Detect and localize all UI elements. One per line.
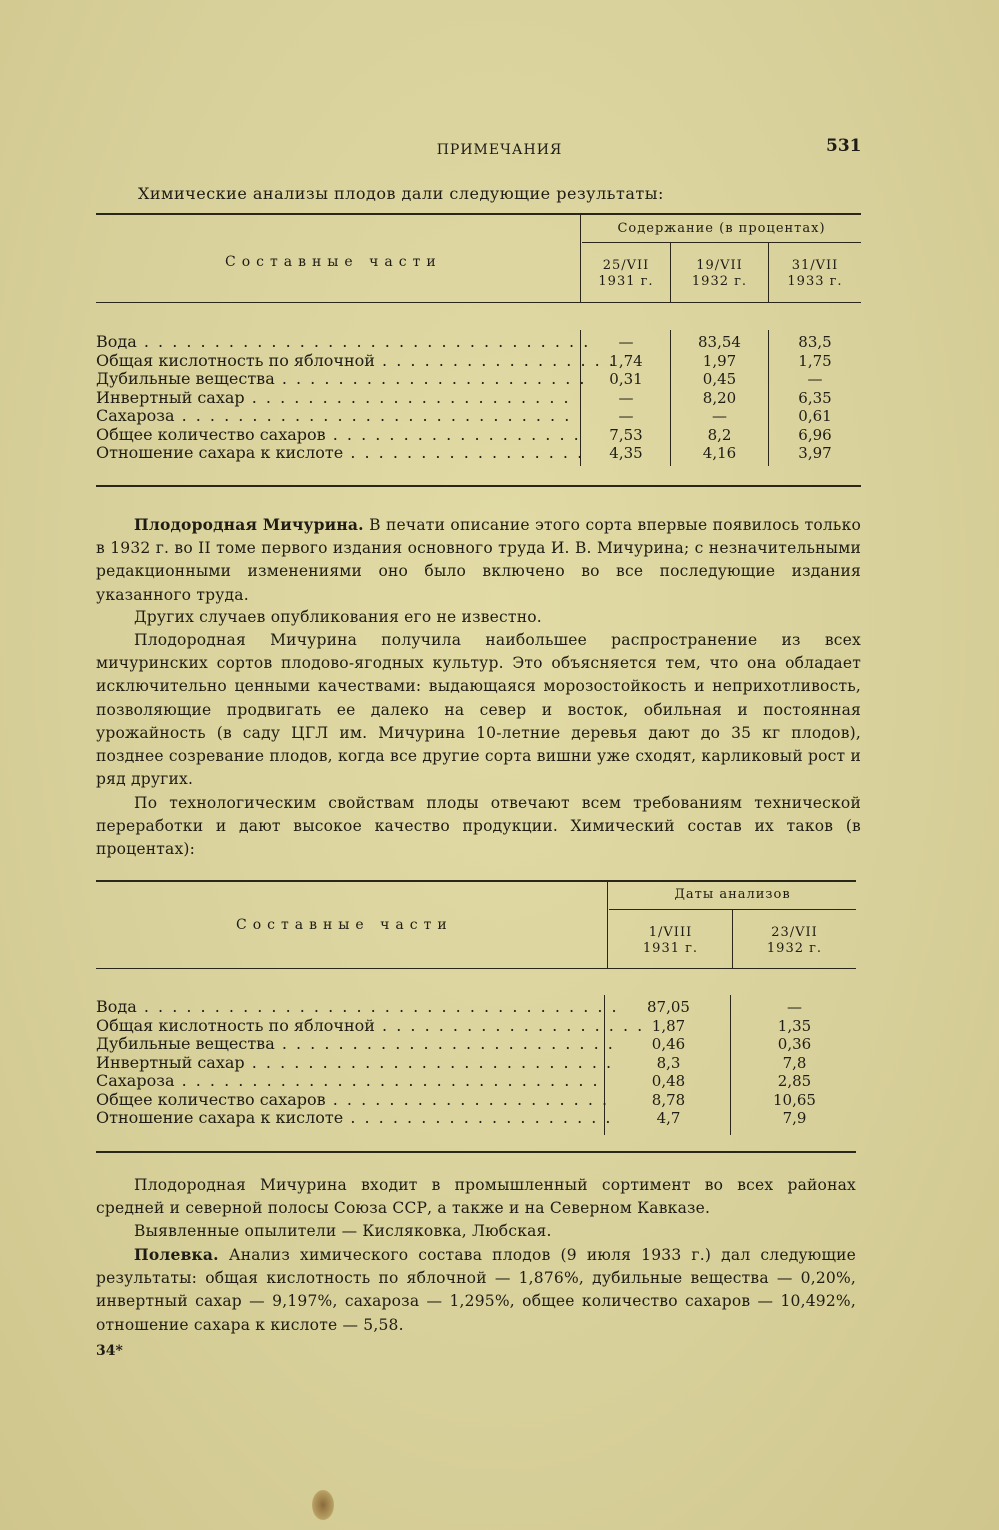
table2-row-label: [96, 1015, 645, 1036]
table1-col-year-3: 1933 г.: [787, 274, 843, 289]
leader-dots: . . . . . . . . . . . . . . . . . . .: [374, 1015, 645, 1035]
paper-stain: [312, 1490, 334, 1520]
leader-dots: . . . . . . . . . . . . . . . . . . . .: [325, 1089, 610, 1109]
table2-row-label: [96, 1108, 613, 1128]
table2-col-date-1: 1/VIII: [648, 925, 693, 940]
table1-cell: 0,45: [702, 370, 737, 388]
table2-body-divider-1: [730, 995, 731, 1135]
table2-row-label-4: Сахароза: [96, 1071, 175, 1090]
table1-cell: 8,2: [707, 425, 732, 444]
table1-cell: 83,54: [698, 333, 741, 351]
section2-paragraph-3: [96, 1243, 856, 1337]
table1-cell: 8,20: [702, 388, 737, 407]
signature-mark: 34*: [96, 1343, 123, 1359]
table1-cell: 6,96: [798, 425, 832, 444]
table1-col-date-1: 25/VII: [602, 258, 650, 273]
table1-row-label-0: Вода: [96, 332, 137, 351]
table2-col-date-2: 23/VII: [771, 925, 818, 940]
table1-row-label-1: Общая кислотность по яблочной: [96, 350, 375, 370]
table1-col-date-2: 19/VII: [696, 258, 743, 273]
table1-row-label: [96, 389, 576, 408]
running-title: ПРИМЕЧАНИЯ: [436, 142, 563, 158]
table1-header-rule: [96, 302, 861, 303]
table1-stub-divider: [580, 215, 581, 302]
table1-row-label: [96, 350, 616, 371]
leader-dots: . . . . . . . . . . . . . . . . . . . . . . . . . . . . . . . .: [136, 332, 591, 351]
table1-col-header-1: [582, 258, 670, 290]
table1-row-label: [96, 424, 581, 445]
leader-dots: . . . . . . . . . . . . . . . . .: [343, 443, 585, 462]
table1-row-label: [96, 407, 576, 426]
table1-cell: 4,35: [609, 444, 643, 462]
table1-group-rule: [582, 242, 861, 243]
table2-row-label-5: Общее количество сахаров: [96, 1089, 326, 1109]
table1-row-label: [96, 369, 587, 389]
table2-cell: 7,9: [782, 1109, 807, 1127]
table2-group-header: Даты анализов: [674, 887, 791, 902]
table2-cell: 87,05: [647, 998, 690, 1016]
table2-cell: 0,36: [777, 1035, 812, 1053]
table1-col-header-2: [671, 258, 768, 290]
table1-cell: —: [712, 407, 727, 425]
table1-bottom-rule: [96, 485, 861, 487]
section1-title: Плодородная Мичурина.: [134, 515, 364, 534]
page-number: 531: [826, 136, 862, 156]
table1-cell: 3,97: [798, 444, 832, 462]
table1-row-label-3: Инвертный сахар: [96, 387, 245, 407]
leader-dots: . . . . . . . . . . . . . . . . . .: [325, 424, 581, 444]
table2-row-label-0: Вода: [96, 997, 137, 1016]
table2-col-header-1: [609, 925, 732, 957]
table2-cell: 8,3: [656, 1053, 681, 1072]
table2-row-label: [96, 1052, 614, 1073]
leader-dots: . . . . . . . . . . . . . . . . . . .: [343, 1108, 613, 1127]
table1-row-label: [96, 332, 591, 352]
table1-cell: —: [618, 333, 634, 351]
table1-top-rule: [96, 213, 861, 215]
section1-paragraph-2: Других случаев опубликования его не известно.: [134, 608, 542, 626]
table2-col-year-1: 1931 г.: [642, 941, 699, 956]
table2-row-label-1: Общая кислотность по яблочной: [96, 1015, 375, 1035]
table2-row-label: [96, 997, 619, 1017]
table1-col-year-1: 1931 г.: [598, 274, 654, 289]
table2-cell: 2,85: [777, 1072, 812, 1090]
table2-header-rule: [96, 968, 856, 969]
table2-cell: 1,87: [651, 1016, 686, 1035]
section2-paragraph-1: Плодородная Мичурина входит в промышленный сортимент во всех районах средней и северной полосы Союза ССР, а также и на Северном Кавказе.: [96, 1176, 856, 1218]
leader-dots: . . . . . . . . . . . . . . . . . . . . . . . . . . . . . . . . . .: [136, 997, 619, 1016]
table2-col-header-2: [733, 925, 856, 957]
table1-row-label-4: Сахароза: [96, 406, 175, 425]
table2-cell: 1,35: [777, 1016, 812, 1035]
table1-cell: 1,74: [609, 351, 643, 370]
table1-cell: —: [807, 370, 823, 388]
table2-row-label-2: Дубильные вещества: [96, 1034, 275, 1053]
table1-cell: —: [618, 407, 634, 425]
table1-cell: 0,31: [609, 370, 643, 388]
table2-bottom-rule: [96, 1151, 856, 1153]
table1-cell: 1,75: [798, 351, 832, 370]
leader-dots: . . . . . . . . . . . . . . . . . . . . . . .: [244, 387, 571, 407]
table1-cell: 6,35: [798, 388, 832, 407]
section2-paragraph-2: Выявленные опылители — Кисляковка, Любская.: [134, 1222, 552, 1240]
table1-cell: —: [618, 388, 634, 407]
section2-p3-text: Анализ химического состава плодов (9 июля 1933 г.) дал следующие результаты: общая кислотность по яблочной — 1,876%, дубильные вещества — 0,20%, инвертный сахар — 9,197%, сахароза — 1,295%, общее количество сахаров — 10,492%, отношение сахара к кислоте — 5,58.: [96, 1246, 856, 1334]
table1-row-label-5: Общее количество сахаров: [96, 424, 326, 444]
table1-cell: 0,61: [798, 407, 832, 425]
table1-group-header: Содержание (в процентах): [617, 221, 826, 236]
table2-cell: 0,46: [651, 1035, 686, 1053]
leader-dots: . . . . . . . . . . . . . . . . . . . . . .: [274, 369, 587, 388]
table1-intro: Химические анализы плодов дали следующие результаты:: [138, 184, 664, 203]
leader-dots: . . . . . . . . . . . . . . . . .: [374, 350, 616, 370]
section1-paragraph-4: По технологическим свойствам плоды отвечают всем требованиям технической переработки и дают высокое качество продукции. Химический состав их таков (в процентах):: [96, 794, 861, 859]
section1-paragraph-1: [96, 513, 861, 607]
table2-stub-divider: [607, 882, 608, 968]
table1-cell: 7,53: [609, 425, 643, 444]
table1-col-year-2: 1932 г.: [691, 274, 748, 289]
section1-p1-text: В печати описание этого сорта впервые появилось только в 1932 г. во II томе первого издания основного труда И. В. Мичурина; с незначительными редакционными изменениями оно было включено во все последующие издания указанного труда.: [96, 516, 861, 604]
table2-row-label: [96, 1034, 615, 1054]
table2-top-rule: [96, 880, 856, 882]
table1-row-label-6: Отношение сахара к кислоте: [96, 443, 344, 462]
table2-row-label-3: Инвертный сахар: [96, 1052, 245, 1072]
table1-row-label-2: Дубильные вещества: [96, 369, 275, 388]
table2-col-year-2: 1932 г.: [766, 941, 823, 956]
leader-dots: . . . . . . . . . . . . . . . . . . . . . . . . . . . . . .: [174, 1071, 600, 1090]
table1-col-header-3: [769, 258, 861, 290]
table2-cell: 0,48: [651, 1072, 686, 1090]
table2-cell: 10,65: [773, 1090, 816, 1109]
table1-cell: 1,97: [702, 351, 737, 370]
table1-row-label: [96, 443, 585, 463]
table2-cell: 7,8: [782, 1053, 807, 1072]
table2-row-label: [96, 1089, 610, 1110]
section1-paragraph-3: Плодородная Мичурина получила наибольшее распространение из всех мичуринских сортов плодово-ягодных культур. Это объясняется тем, что она обладает исключительно ценными качествами: выдающаяся морозостойкость и неприхотливость, позволяющие продвигать ее далеко на север и восток, обильная и постоянная урожайность (в саду ЦГЛ им. Мичурина 10-летние деревья дают до 35 кг плодов), позднее созревание плодов, когда все другие сорта вишни уже сходят, карликовый рост и ряд других.: [96, 631, 861, 789]
table2-row-label-6: Отношение сахара к кислоте: [96, 1108, 344, 1127]
table2-stub-header: Составные части: [236, 917, 453, 933]
table1-cell: 83,5: [798, 333, 832, 351]
table2-cell: 8,78: [651, 1090, 686, 1109]
table1-stub-header: Составные части: [225, 254, 442, 270]
table1-col-date-3: 31/VII: [791, 258, 839, 273]
leader-dots: . . . . . . . . . . . . . . . . . . . . . . . .: [274, 1034, 615, 1053]
table2-cell: —: [787, 998, 802, 1016]
leader-dots: . . . . . . . . . . . . . . . . . . . . . . . . . . . .: [174, 406, 572, 425]
leader-dots: . . . . . . . . . . . . . . . . . . . . . . . . . .: [244, 1052, 614, 1072]
table2-row-label: [96, 1072, 600, 1091]
section2-title: Полевка.: [134, 1245, 219, 1264]
table2-cell: 4,7: [656, 1109, 681, 1127]
table1-cell: 4,16: [702, 444, 737, 462]
